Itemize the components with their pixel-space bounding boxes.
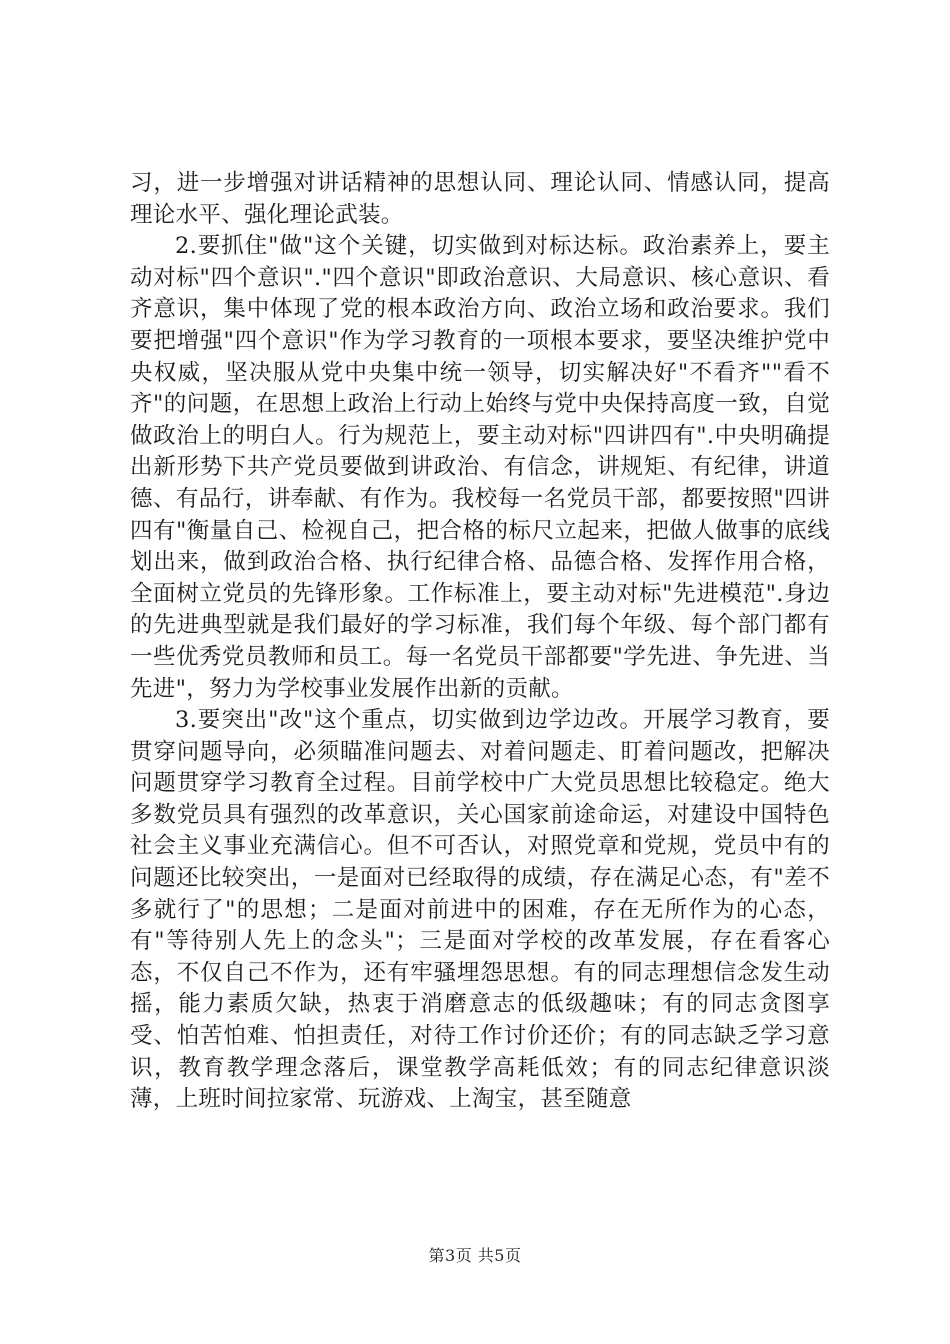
paragraph-point-3: 3.要突出"改"这个重点，切实做到边学边改。开展学习教育，要贯穿问题导向，必须瞄准问题去、对着问题走、盯着问题改，把解决问题贯穿学习教育全过程。目前学校中广大党员思想比较稳定。绝大多数党员具有强烈的改革意识，关心国家前途命运，对建设中国特色社会主义事业充满信心。但不可否认，对照党章和党规，党员中有的问题还比较突出，一是面对已经取得的成绩，存在满足心态，有"差不多就行了"的思想；二是面对前进中的困难，存在无所作为的心态，有"等待别人先上的念头"；三是面对学校的改革发展，存在看客心态，不仅自己不作为，还有牢骚埋怨思想。有的同志理想信念发生动摇，能力素质欠缺，热衷于消磨意志的低级趣味；有的同志贪图享受、怕苦怕难、怕担责任，对待工作讨价还价；有的同志缺乏学习意识，教育教学理念落后，课堂教学高耗低效；有的同志纪律意识淡薄，上班时间拉家常、玩游戏、上淘宝，甚至随意 [130,707,830,1113]
paragraph-point-2: 2.要抓住"做"这个关键，切实做到对标达标。政治素养上，要主动对标"四个意识"."四个意识"即政治意识、大局意识、核心意识、看齐意识，集中体现了党的根本政治方向、政治立场和政治要求。我们要把增强"四个意识"作为学习教育的一项根本要求，要坚决维护党中央权威，坚决服从党中央集中统一领导，切实解决好"不看齐""看不齐"的问题，在思想上政治上行动上始终与党中央保持高度一致，自觉做政治上的明白人。行为规范上，要主动对标"四讲四有".中央明确提出新形势下共产党员要做到讲政治、有信念，讲规矩、有纪律，讲道德、有品行，讲奉献、有作为。我校每一名党员干部，都要按照"四讲四有"衡量自己、检视自己，把合格的标尺立起来，把做人做事的底线划出来，做到政治合格、执行纪律合格、品德合格、发挥作用合格，全面树立党员的先锋形象。工作标准上，要主动对标"先进模范".身边的先进典型就是我们最好的学习标准，我们每个年级、每个部门都有一些优秀党员教师和员工。每一名党员干部都要"学先进、争先进、当先进"，努力为学校事业发展作出新的贡献。 [130,233,830,702]
page-number-footer: 第3页 共5页 [428,1246,522,1265]
paragraph-continuation: 习，进一步增强对讲话精神的思想认同、理论认同、情感认同，提高理论水平、强化理论武装。 [130,170,830,228]
document-body [130,168,830,1116]
